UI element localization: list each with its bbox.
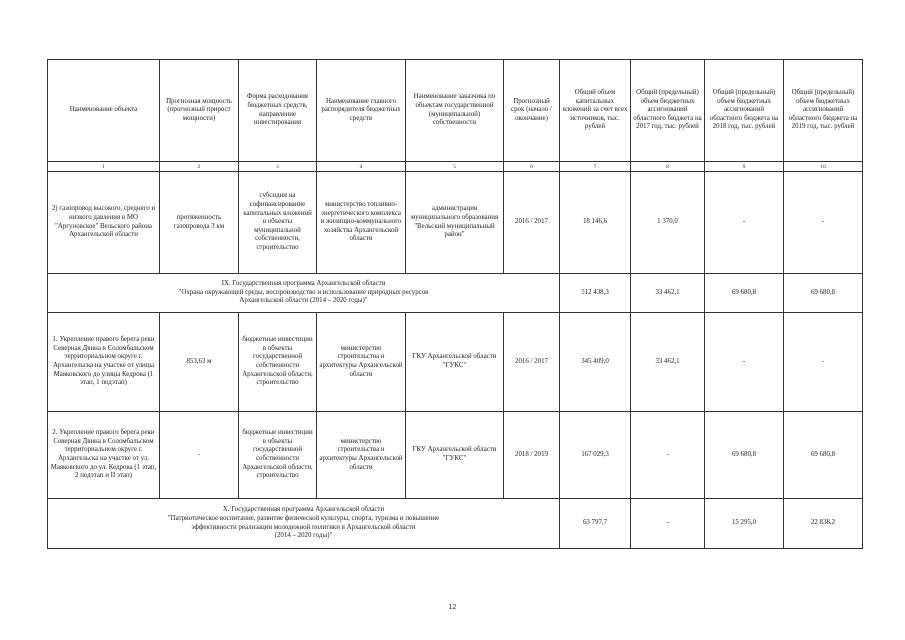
object-name: 1. Укрепление правого берега реки Северная Двина в Соломбальском территориальном округе г. Архангельска на участке от улицы Маяковского до улицы Кедрова (1 этап, 1 подэтап) [48, 313, 160, 412]
object-name: 2) газопровод высокого, среднего и низкого давления в МО "Аргуновское" Вельского района Архангельской области [48, 172, 160, 274]
column-number: 4 [317, 162, 406, 172]
program-total: 63 797,7 [560, 499, 631, 549]
budget-2018: - [705, 172, 784, 274]
column-number: 8 [631, 162, 705, 172]
program-2017: 33 462,1 [631, 274, 705, 313]
budget-2017: 1 370,0 [631, 172, 705, 274]
column-number: 3 [239, 162, 317, 172]
page-number: 12 [448, 604, 457, 611]
capacity: протяженность газопровода 3 км [160, 172, 239, 274]
capacity: 853,63 м [160, 313, 239, 412]
budget-2018: 69 680,8 [705, 412, 784, 499]
spending-form: субсидии на софинансирование капитальных вложений в объекты муниципальной собственности, строительство [239, 172, 317, 274]
budget-manager: министерство строительства и архитектуры Архангельской области [317, 313, 406, 412]
budget-2017: 33 462,1 [631, 313, 705, 412]
column-number: 7 [560, 162, 631, 172]
capacity: - [160, 412, 239, 499]
header-cell: Прогнозная мощность (прогнозный прирост мощности) [160, 60, 239, 162]
program-title-line: IX. Государственная программа Архангельской области [221, 280, 386, 288]
budget-2018: - [705, 313, 784, 412]
term: 2016 / 2017 [504, 172, 560, 274]
header-cell: Прогнозный срок (начало / окончание) [504, 60, 560, 162]
total-investment: 18 146,6 [560, 172, 631, 274]
table-row [48, 412, 863, 499]
program-title [48, 499, 560, 549]
term: 2016 / 2017 [504, 313, 560, 412]
customer: ГКУ Архангельской области "ГУКС" [406, 313, 504, 412]
budget-2019: - [784, 313, 863, 412]
spending-form: бюджетные инвестиции в объекты государственной собственности Архангельской области, строительство [239, 313, 317, 412]
program-2018: 69 680,8 [705, 274, 784, 313]
header-cell: Наименование заказчика по объектам государственной (муниципальной) собственности [406, 60, 504, 162]
header-cell: Общий (предельный) объем бюджетных ассигнований областного бюджета на 2017 год, тыс. рублей [631, 60, 705, 162]
header-cell: Наименование главного распорядителя бюджетных средств [317, 60, 406, 162]
program-2019: 22 838,2 [784, 499, 863, 549]
header-cell: Форма расходования бюджетных средств, направление инвестирования [239, 60, 317, 162]
customer: администрация муниципального образования "Вельский муниципальный район" [406, 172, 504, 274]
customer: ГКУ Архангельской области "ГУКС" [406, 412, 504, 499]
program-2019: 69 680,8 [784, 274, 863, 313]
column-number: 6 [504, 162, 560, 172]
program-title [48, 274, 560, 313]
total-investment: 167 029,3 [560, 412, 631, 499]
column-number: 10 [784, 162, 863, 172]
program-row [48, 274, 863, 313]
program-subtitle-line: эффективности реализации молодежной политики в Архангельской области [191, 523, 416, 531]
total-investment: 345 409,0 [560, 313, 631, 412]
column-number: 2 [160, 162, 239, 172]
object-name: 2. Укрепление правого берега реки Северная Двина в Соломбальском территориальном округе г. Архангельска на участке от ул. Маяковского до ул. Кедрова (1 этап, 2 подэтап и II этап) [48, 412, 160, 499]
budget-manager: министерство строительства и архитектуры Архангельской области [317, 412, 406, 499]
column-number: 1 [48, 162, 160, 172]
budget-2017: - [631, 412, 705, 499]
column-number: 5 [406, 162, 504, 172]
column-number-row [48, 162, 863, 172]
header-cell: Наименование объекта [48, 60, 160, 162]
program-total: 512 438,3 [560, 274, 631, 313]
budget-manager: министерство топливно-энергетического комплекса и жилищно-коммунального хозяйства Архангельской области [317, 172, 406, 274]
program-subtitle-line: Архангельской области (2014 – 2020 годы)" [239, 297, 368, 305]
program-2017: - [631, 499, 705, 549]
program-subtitle-line: "Патриотическое воспитание, развитие физической культуры, спорта, туризма и повышение [167, 514, 440, 522]
table-row [48, 172, 863, 274]
budget-2019: 69 680,8 [784, 412, 863, 499]
program-subtitle-line: (2014 – 2020 годы)" [274, 532, 333, 540]
header-cell: Общий (предельный) объем бюджетных ассигнований областного бюджета на 2019 год, тыс. рублей [784, 60, 863, 162]
program-2018: 15 295,0 [705, 499, 784, 549]
budget-2019: - [784, 172, 863, 274]
column-number: 9 [705, 162, 784, 172]
investment-table [47, 59, 863, 549]
program-row [48, 499, 863, 549]
header-cell: Общий объем капитальных вложений за счет всех источников, тыс. рублей [560, 60, 631, 162]
header-cell: Общий (предельный) объем бюджетных ассигнований областного бюджета на 2018 год, тыс. рублей [705, 60, 784, 162]
table-row [48, 313, 863, 412]
program-title-line: X. Государственная программа Архангельской области [222, 506, 385, 514]
spending-form: бюджетные инвестиции в объекты государственной собственности Архангельской области, строительство [239, 412, 317, 499]
header-row [48, 60, 863, 162]
program-subtitle-line: "Охрана окружающей среды, воспроизводство и использование природных ресурсов [178, 288, 429, 296]
term: 2018 / 2019 [504, 412, 560, 499]
